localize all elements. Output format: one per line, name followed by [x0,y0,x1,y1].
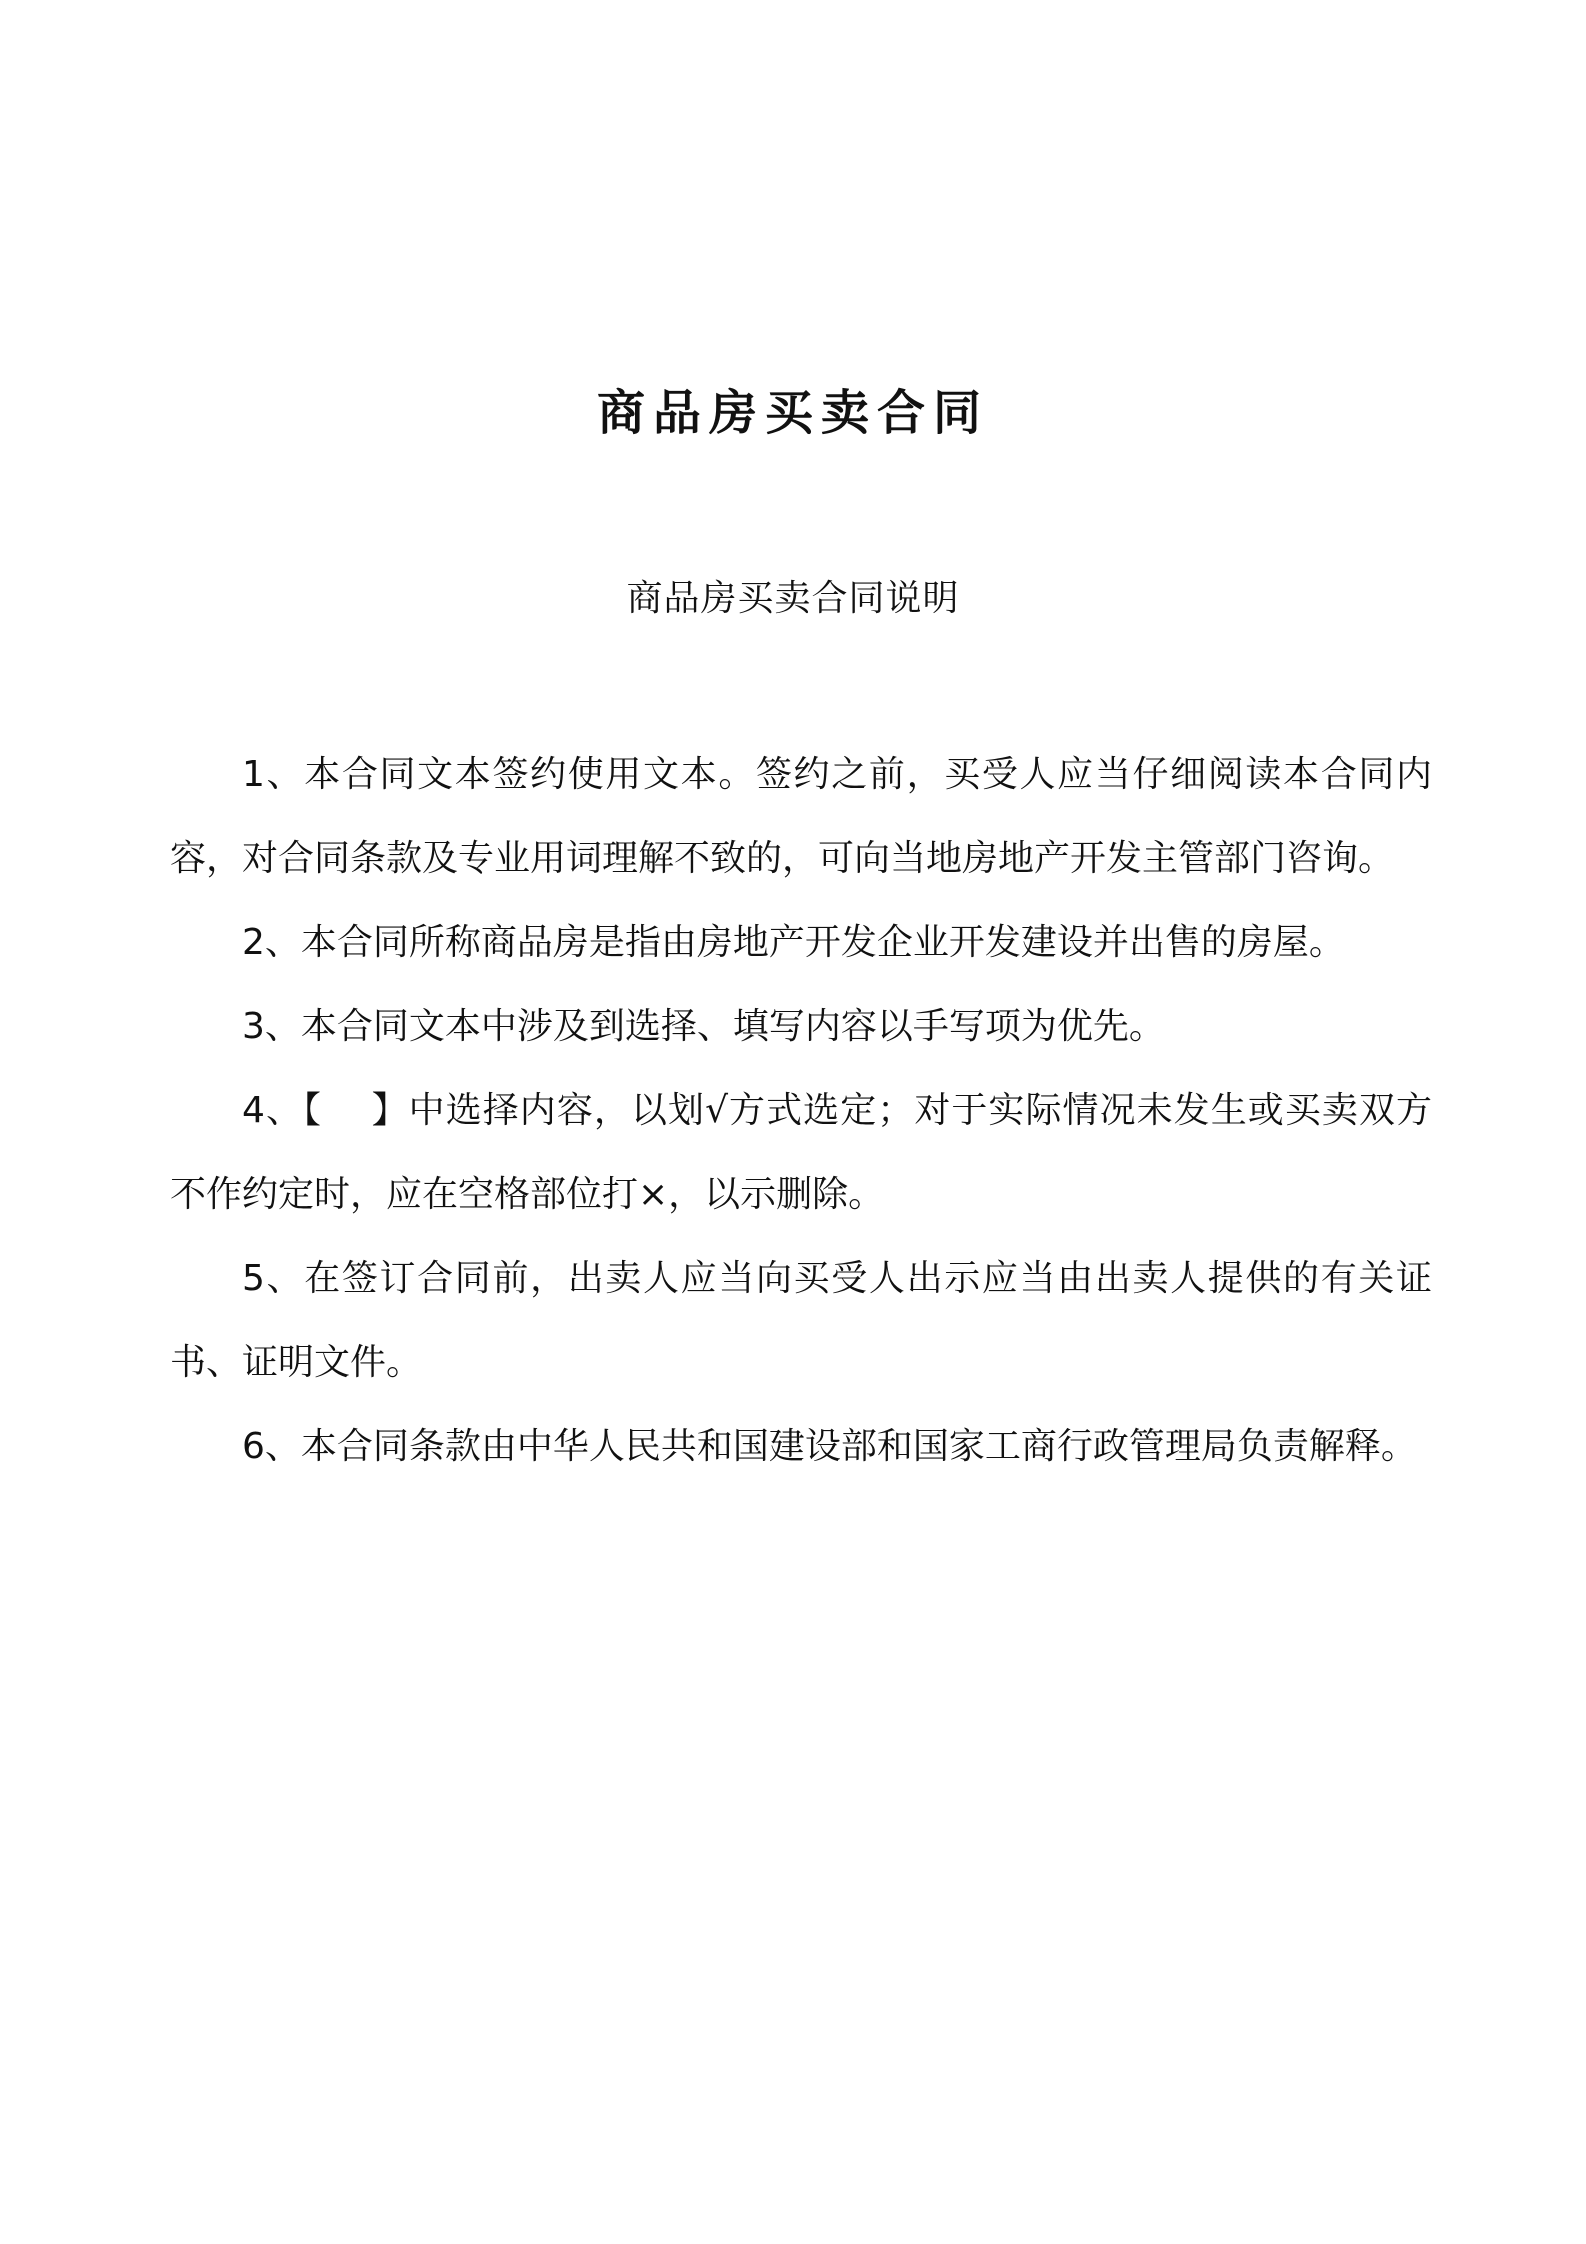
document-title: 商品房买卖合同 [596,385,989,441]
paragraph-3: 3、本合同文本中涉及到选择、填写内容以手写项为优先。 [242,1006,1165,1047]
paragraph-2: 2、本合同所称商品房是指由房地产开发企业开发建设并出售的房屋。 [242,922,1345,963]
document-body [170,733,1432,1489]
paragraph-4: 4、【 】中选择内容，以划√方式选定；对于实际情况未发生或买卖双方不作约定时，应在空格部位打×，以示删除。 [170,1090,1432,1215]
paragraph-6: 6、本合同条款由中华人民共和国建设部和国家工商行政管理局负责解释。 [242,1426,1417,1467]
document-subtitle: 商品房买卖合同说明 [626,578,960,619]
paragraph-5: 5、在签订合同前，出卖人应当向买受人出示应当由出卖人提供的有关证书、证明文件。 [170,1258,1432,1383]
paragraph-1: 1、本合同文本签约使用文本。签约之前，买受人应当仔细阅读本合同内容，对合同条款及专业用词理解不致的，可向当地房地产开发主管部门咨询。 [170,754,1432,879]
